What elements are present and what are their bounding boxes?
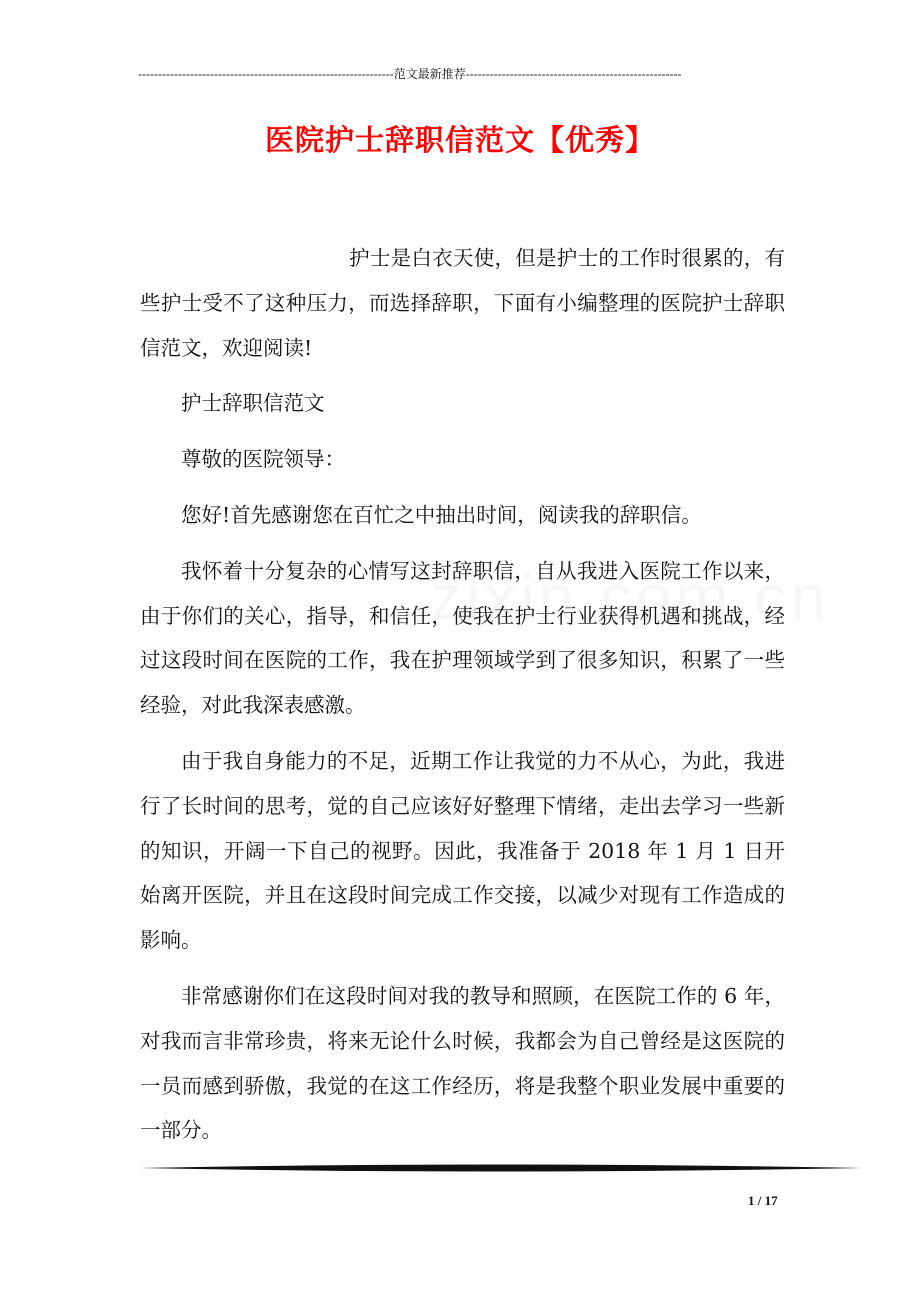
intro-paragraph: 护士是白衣天使，但是护士的工作时很累的，有些护士受不了这种压力，而选择辞职，下面有小编整理的医院护士辞职信范文，欢迎阅读! (140, 246, 785, 360)
letter-paragraph: 我怀着十分复杂的心情写这封辞职信，自从我进入医院工作以来，由于你们的关心，指导，和信任，使我在护士行业获得机遇和挑战，经过这段时间在医院的工作，我在护理领域学到了很多知识，积累了一些经验，对此我深表感激。 (140, 558, 785, 718)
header-recommend-line: ----------------------------------------------------------------范文最新推荐------------------------------------------------------ (138, 67, 682, 81)
letter-heading: 护士辞职信范文 (181, 391, 325, 416)
letter-paragraph: 非常感谢你们在这段时间对我的教导和照顾，在医院工作的 6 年，对我而言非常珍贵，将来无论什么时候，我都会为自己曾经是这医院的一员而感到骄傲，我觉的在这工作经历，将是我整个职业发展中重要的一部分。 (140, 983, 785, 1143)
document-body (140, 236, 785, 1164)
document-title: 医院护士辞职信范文【优秀】 (264, 123, 655, 157)
letter-greeting: 您好!首先感谢您在百忙之中抽出时间，阅读我的辞职信。 (181, 502, 702, 527)
letter-paragraph: 由于我自身能力的不足，近期工作让我觉的力不从心，为此，我进行了长时间的思考，觉的自己应该好好整理下情绪，走出去学习一些新的知识，开阔一下自己的视野。因此，我准备于 2018 年 1 月 1 日开始离开医院，并且在这段时间完成工作交接，以减少对现有工作造成的影响。 (140, 748, 785, 953)
page-number: 1 / 17 (748, 1193, 778, 1208)
letter-salutation: 尊敬的医院领导： (181, 447, 345, 472)
footer-rule (140, 1162, 863, 1174)
